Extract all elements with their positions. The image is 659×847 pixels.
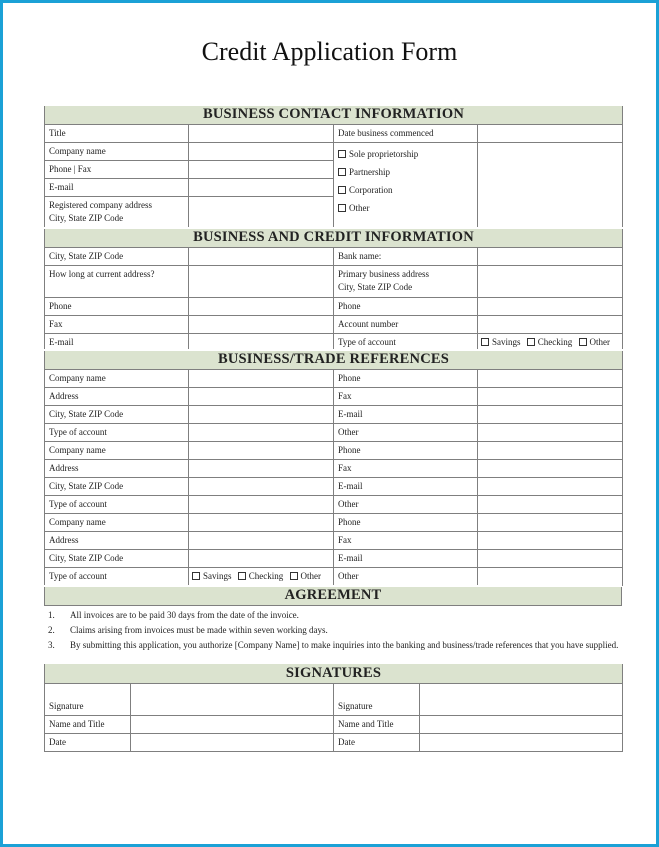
- ref-fax-field[interactable]: [478, 459, 623, 477]
- trade-references-table: [44, 349, 623, 586]
- ref-company-field[interactable]: [189, 369, 334, 387]
- business-contact-section: [44, 104, 622, 229]
- business-type-blank[interactable]: [478, 142, 623, 228]
- ref-phone-field[interactable]: [478, 369, 623, 387]
- name-title-field[interactable]: [420, 715, 623, 733]
- signatures-section: [44, 662, 622, 752]
- field-label: City, State ZIP Code: [45, 247, 189, 265]
- field-label: Title: [45, 124, 189, 142]
- field-label: E-mail: [45, 178, 189, 196]
- agreement-item: 2. Claims arising from invoices must be made within seven working days.: [48, 624, 328, 635]
- field-label: Date business commenced: [334, 124, 478, 142]
- ref-phone-field[interactable]: [478, 513, 623, 531]
- section-header: BUSINESS/TRADE REFERENCES: [45, 350, 623, 369]
- primary-address-field[interactable]: [478, 265, 623, 297]
- field-label: Address: [45, 459, 189, 477]
- ref-address-field[interactable]: [189, 531, 334, 549]
- agreement-section: [44, 585, 622, 654]
- ref-city-field[interactable]: [189, 405, 334, 423]
- company-name-field[interactable]: [189, 142, 334, 160]
- ref-email-field[interactable]: [478, 405, 623, 423]
- ref-other-field[interactable]: [478, 423, 623, 441]
- field-label: Fax: [334, 459, 478, 477]
- account-type-option[interactable]: Checking: [527, 337, 573, 347]
- field-label: City, State ZIP Code: [45, 549, 189, 567]
- field-label: Fax: [334, 387, 478, 405]
- address-field[interactable]: [189, 196, 334, 228]
- field-label: Company name: [45, 142, 189, 160]
- field-label: Address: [45, 531, 189, 549]
- account-type-options: [189, 567, 334, 585]
- account-number-field[interactable]: [478, 315, 623, 333]
- ref-company-field[interactable]: [189, 513, 334, 531]
- fax-field[interactable]: [189, 315, 334, 333]
- field-label: E-mail: [334, 477, 478, 495]
- ref-account-type-field[interactable]: [189, 423, 334, 441]
- field-label: Type of account: [45, 495, 189, 513]
- date-field[interactable]: [420, 733, 623, 751]
- field-label: Type of account: [334, 333, 478, 351]
- field-label: City, State ZIP Code: [45, 405, 189, 423]
- ref-account-type-field[interactable]: [189, 495, 334, 513]
- account-type-option[interactable]: Savings: [481, 337, 521, 347]
- ref-fax-field[interactable]: [478, 531, 623, 549]
- bank-name-field[interactable]: [478, 247, 623, 265]
- business-type-option[interactable]: Sole proprietorship: [338, 145, 473, 163]
- ref-other-field[interactable]: [478, 495, 623, 513]
- field-label: Name and Title: [45, 715, 131, 733]
- field-label: Phone: [334, 369, 478, 387]
- field-label: Date: [334, 733, 420, 751]
- field-label: Other: [334, 495, 478, 513]
- field-label: Signature: [45, 683, 131, 715]
- field-label: Company name: [45, 513, 189, 531]
- business-type-option[interactable]: Other: [338, 199, 473, 217]
- field-label: Date: [45, 733, 131, 751]
- field-label: Type of account: [45, 423, 189, 441]
- title-field[interactable]: [189, 124, 334, 142]
- field-label: Company name: [45, 441, 189, 459]
- checkbox-icon[interactable]: [238, 572, 246, 580]
- business-type-options: [334, 142, 478, 228]
- ref-fax-field[interactable]: [478, 387, 623, 405]
- field-label: Phone: [334, 441, 478, 459]
- section-header: SIGNATURES: [45, 663, 623, 683]
- ref-address-field[interactable]: [189, 387, 334, 405]
- name-title-field[interactable]: [131, 715, 334, 733]
- field-label: Type of account: [45, 567, 189, 585]
- agreement-item: 3. By submitting this application, you authorize [Company Name] to make inquiries into the banking and business/trade references that you have supplied.: [48, 639, 619, 650]
- email-field[interactable]: [189, 178, 334, 196]
- field-label: Other: [334, 567, 478, 585]
- bank-phone-field[interactable]: [478, 297, 623, 315]
- account-type-option[interactable]: Savings: [192, 571, 232, 581]
- field-label: Phone: [45, 297, 189, 315]
- field-label: City, State ZIP Code: [45, 477, 189, 495]
- field-label: Other: [334, 423, 478, 441]
- field-label: Phone: [334, 513, 478, 531]
- signatures-table: [44, 662, 623, 752]
- checkbox-icon[interactable]: [338, 168, 346, 176]
- account-type-option[interactable]: Other: [579, 337, 611, 347]
- page-title: Credit Application Form: [201, 37, 458, 66]
- ref-city-field[interactable]: [189, 549, 334, 567]
- phone-field[interactable]: [189, 297, 334, 315]
- date-field[interactable]: [131, 733, 334, 751]
- checkbox-icon[interactable]: [338, 186, 346, 194]
- checkbox-icon[interactable]: [481, 338, 489, 346]
- business-credit-section: [44, 227, 622, 352]
- field-label: Fax: [334, 531, 478, 549]
- account-type-option[interactable]: Other: [290, 571, 322, 581]
- field-label: Address: [45, 387, 189, 405]
- date-commenced-field[interactable]: [478, 124, 623, 142]
- ref-email-field[interactable]: [478, 477, 623, 495]
- ref-city-field[interactable]: [189, 477, 334, 495]
- ref-other-field[interactable]: [478, 567, 623, 585]
- section-header: BUSINESS CONTACT INFORMATION: [45, 105, 623, 124]
- business-contact-table: [44, 104, 623, 229]
- business-type-option[interactable]: Corporation: [338, 181, 473, 199]
- field-label: Company name: [45, 369, 189, 387]
- checkbox-icon[interactable]: [527, 338, 535, 346]
- agreement-item: 1. All invoices are to be paid 30 days from the date of the invoice.: [48, 609, 299, 620]
- section-header: AGREEMENT: [45, 586, 622, 605]
- checkbox-icon[interactable]: [338, 150, 346, 158]
- field-label: E-mail: [334, 549, 478, 567]
- field-label: Fax: [45, 315, 189, 333]
- ref-email-field[interactable]: [478, 549, 623, 567]
- city-state-zip-field[interactable]: [189, 247, 334, 265]
- checkbox-icon[interactable]: [192, 572, 200, 580]
- field-label: How long at current address?: [45, 265, 189, 297]
- checkbox-icon[interactable]: [290, 572, 298, 580]
- field-label: Bank name:: [334, 247, 478, 265]
- agreement-list: [44, 609, 622, 652]
- field-label: Phone | Fax: [45, 160, 189, 178]
- phone-fax-field[interactable]: [189, 160, 334, 178]
- signature-field[interactable]: [131, 683, 334, 715]
- checkbox-icon[interactable]: [579, 338, 587, 346]
- field-label: Registered company address City, State ZIP Code: [45, 196, 189, 228]
- account-type-option[interactable]: Checking: [238, 571, 284, 581]
- checkbox-icon[interactable]: [338, 204, 346, 212]
- field-label: Primary business address City, State ZIP Code: [334, 265, 478, 297]
- section-header: BUSINESS AND CREDIT INFORMATION: [45, 228, 623, 247]
- business-type-option[interactable]: Partnership: [338, 163, 473, 181]
- field-label: Signature: [334, 683, 420, 715]
- field-label: Account number: [334, 315, 478, 333]
- ref-phone-field[interactable]: [478, 441, 623, 459]
- ref-company-field[interactable]: [189, 441, 334, 459]
- field-label: Phone: [334, 297, 478, 315]
- field-label: E-mail: [334, 405, 478, 423]
- field-label: E-mail: [45, 333, 189, 351]
- time-at-address-field[interactable]: [189, 265, 334, 297]
- business-credit-table: [44, 227, 623, 352]
- trade-references-section: [44, 349, 622, 586]
- agreement-header-table: [44, 585, 622, 606]
- ref-address-field[interactable]: [189, 459, 334, 477]
- field-label: Name and Title: [334, 715, 420, 733]
- signature-field[interactable]: [420, 683, 623, 715]
